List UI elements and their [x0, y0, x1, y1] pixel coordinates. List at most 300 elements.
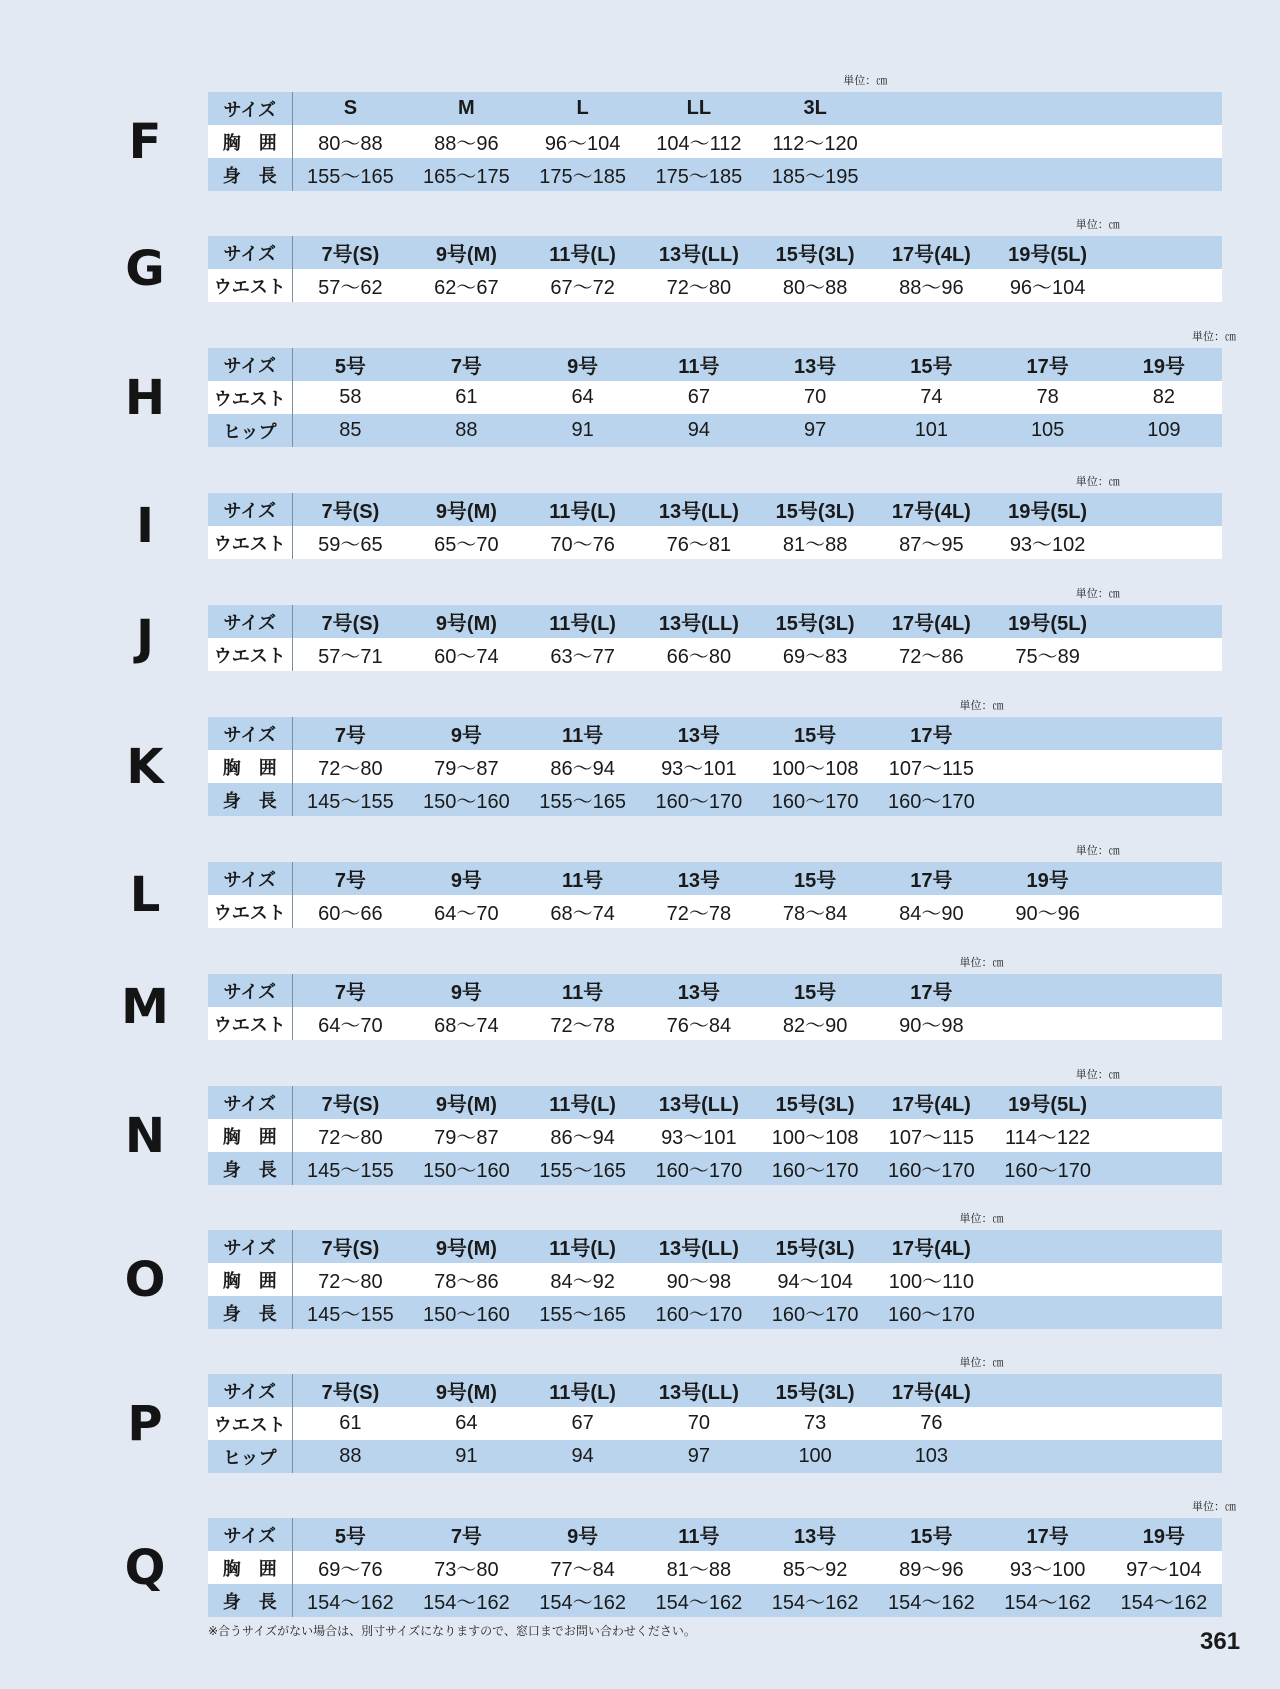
size-table: [208, 1086, 1222, 1185]
table-cell: 76: [873, 1407, 989, 1440]
table-cell: 90〜98: [641, 1263, 757, 1296]
row-label: 胸 囲: [208, 125, 292, 158]
table-cell: 97〜104: [1106, 1551, 1222, 1584]
row-label: 胸 囲: [208, 1263, 292, 1296]
table-cell: 17号(4L): [873, 1374, 989, 1407]
empty-cell: [1106, 750, 1222, 783]
unit-label: 単位：㎝: [843, 75, 888, 87]
table-cell: 81〜88: [641, 1551, 757, 1584]
table-cell: 72〜80: [641, 269, 757, 302]
table-cell: 9号(M): [408, 1086, 524, 1119]
table-cell: 155〜165: [525, 1296, 641, 1329]
row-label: 身 長: [208, 158, 292, 191]
table-cell: 5号: [292, 1518, 408, 1551]
unit-label: 単位：㎝: [1192, 331, 1236, 343]
table-row: [208, 269, 1222, 302]
row-label: ウエスト: [208, 381, 292, 414]
table-cell: 19号(5L): [990, 493, 1106, 526]
row-label: ウエスト: [208, 1007, 292, 1040]
empty-cell: [990, 1230, 1106, 1263]
empty-cell: [1106, 1230, 1222, 1263]
table-cell: 11号(L): [525, 1374, 641, 1407]
table-cell: 19号: [1106, 1518, 1222, 1551]
table-cell: 82: [1106, 381, 1222, 414]
size-table: [208, 974, 1222, 1040]
table-cell: 66〜80: [641, 638, 757, 671]
table-cell: 9号: [525, 348, 641, 381]
table-cell: 15号(3L): [757, 1086, 873, 1119]
table-cell: 67: [525, 1407, 641, 1440]
table-cell: 175〜185: [525, 158, 641, 191]
empty-cell: [1106, 1440, 1222, 1473]
table-cell: 13号(LL): [641, 1230, 757, 1263]
table-cell: 59〜65: [292, 526, 408, 559]
empty-cell: [1106, 125, 1222, 158]
table-cell: 165〜175: [408, 158, 524, 191]
table-row: [208, 638, 1222, 671]
row-label: ウエスト: [208, 895, 292, 928]
table-row: [208, 1007, 1222, 1040]
table-cell: 75〜89: [990, 638, 1106, 671]
table-cell: 57〜71: [292, 638, 408, 671]
table-cell: 82〜90: [757, 1007, 873, 1040]
table-cell: 17号(4L): [873, 1086, 989, 1119]
empty-cell: [1106, 895, 1222, 928]
section-letter: F: [128, 113, 162, 170]
table-cell: 11号(L): [525, 236, 641, 269]
table-cell: 62〜67: [408, 269, 524, 302]
empty-cell: [1106, 717, 1222, 750]
unit-label: 単位：㎝: [959, 1357, 1004, 1369]
table-cell: 91: [408, 1440, 524, 1473]
header-row: [208, 92, 1222, 125]
table-cell: 160〜170: [873, 1296, 989, 1329]
table-cell: 89〜96: [873, 1551, 989, 1584]
table-cell: 70: [757, 381, 873, 414]
row-label: ウエスト: [208, 638, 292, 671]
row-label: 身 長: [208, 783, 292, 816]
empty-cell: [1106, 974, 1222, 1007]
table-cell: 15号(3L): [757, 605, 873, 638]
table-cell: 19号: [990, 862, 1106, 895]
empty-cell: [873, 92, 989, 125]
size-table: [208, 348, 1222, 447]
section-letter: L: [129, 867, 161, 923]
table-cell: 61: [408, 381, 524, 414]
empty-cell: [990, 783, 1106, 816]
row-label: ヒップ: [208, 414, 292, 447]
table-cell: 93〜101: [641, 1119, 757, 1152]
table-cell: 145〜155: [292, 1152, 408, 1185]
empty-cell: [1106, 236, 1222, 269]
size-table: [208, 236, 1222, 302]
empty-cell: [1106, 1119, 1222, 1152]
table-row: [208, 1440, 1222, 1473]
table-cell: 3L: [757, 92, 873, 125]
table-cell: 104〜112: [641, 125, 757, 158]
row-label: ウエスト: [208, 269, 292, 302]
table-row: [208, 158, 1222, 191]
row-label: ウエスト: [208, 526, 292, 559]
table-cell: 7号(S): [292, 605, 408, 638]
empty-cell: [1106, 862, 1222, 895]
table-cell: 100〜110: [873, 1263, 989, 1296]
empty-cell: [990, 1296, 1106, 1329]
header-row: [208, 1086, 1222, 1119]
table-cell: 78: [990, 381, 1106, 414]
empty-cell: [990, 1007, 1106, 1040]
table-cell: 9号: [525, 1518, 641, 1551]
header-row: [208, 236, 1222, 269]
table-cell: 17号: [990, 1518, 1106, 1551]
row-label: サイズ: [208, 974, 292, 1007]
row-label: 胸 囲: [208, 1119, 292, 1152]
table-cell: 7号(S): [292, 1230, 408, 1263]
empty-cell: [1106, 1374, 1222, 1407]
empty-cell: [1106, 783, 1222, 816]
empty-cell: [990, 1440, 1106, 1473]
table-cell: 13号: [641, 862, 757, 895]
table-cell: 76〜81: [641, 526, 757, 559]
table-cell: 100〜108: [757, 1119, 873, 1152]
table-cell: 15号(3L): [757, 236, 873, 269]
size-table: [208, 1518, 1222, 1617]
empty-cell: [990, 717, 1106, 750]
table-cell: 9号: [408, 974, 524, 1007]
table-cell: 97: [757, 414, 873, 447]
table-cell: 150〜160: [408, 1152, 524, 1185]
table-cell: 69〜76: [292, 1551, 408, 1584]
table-cell: 79〜87: [408, 750, 524, 783]
table-cell: 94: [525, 1440, 641, 1473]
table-cell: 73〜80: [408, 1551, 524, 1584]
table-cell: 68〜74: [525, 895, 641, 928]
table-cell: 150〜160: [408, 783, 524, 816]
table-row: [208, 1584, 1222, 1617]
section-letter: M: [121, 979, 169, 1035]
table-row: [208, 895, 1222, 928]
empty-cell: [990, 125, 1106, 158]
table-cell: 13号: [641, 974, 757, 1007]
table-cell: 77〜84: [525, 1551, 641, 1584]
table-cell: 154〜162: [990, 1584, 1106, 1617]
size-table: [208, 717, 1222, 816]
table-cell: 7号(S): [292, 493, 408, 526]
table-cell: 7号: [408, 348, 524, 381]
table-cell: 103: [873, 1440, 989, 1473]
section-letter: G: [125, 241, 165, 297]
row-label: サイズ: [208, 92, 292, 125]
section-letter: K: [126, 738, 164, 795]
table-cell: 15号: [873, 348, 989, 381]
section-letter: N: [124, 1107, 166, 1164]
table-cell: M: [408, 92, 524, 125]
table-cell: 100〜108: [757, 750, 873, 783]
table-cell: 109: [1106, 414, 1222, 447]
header-row: [208, 1230, 1222, 1263]
table-cell: 9号(M): [408, 493, 524, 526]
table-cell: 160〜170: [757, 783, 873, 816]
section-letter: P: [127, 1395, 163, 1452]
row-label: サイズ: [208, 605, 292, 638]
unit-label: 単位：㎝: [1075, 1069, 1120, 1081]
row-label: サイズ: [208, 717, 292, 750]
table-cell: 7号(S): [292, 1086, 408, 1119]
table-cell: 7号(S): [292, 1374, 408, 1407]
empty-cell: [990, 1263, 1106, 1296]
table-cell: 160〜170: [641, 1296, 757, 1329]
table-cell: 63〜77: [525, 638, 641, 671]
table-cell: 11号: [525, 862, 641, 895]
table-cell: 9号: [408, 862, 524, 895]
empty-cell: [1106, 638, 1222, 671]
unit-label: 単位：㎝: [959, 700, 1004, 712]
empty-cell: [1106, 1007, 1222, 1040]
empty-cell: [990, 750, 1106, 783]
table-cell: 154〜162: [641, 1584, 757, 1617]
table-cell: 154〜162: [1106, 1584, 1222, 1617]
table-cell: 160〜170: [641, 783, 757, 816]
table-cell: 160〜170: [641, 1152, 757, 1185]
table-cell: 155〜165: [292, 158, 408, 191]
table-cell: 67〜72: [525, 269, 641, 302]
unit-label: 単位：㎝: [959, 957, 1004, 969]
table-row: [208, 1296, 1222, 1329]
unit-label: 単位：㎝: [1075, 219, 1120, 231]
table-cell: 105: [990, 414, 1106, 447]
table-cell: 78〜84: [757, 895, 873, 928]
table-cell: 85〜92: [757, 1551, 873, 1584]
unit-label: 単位：㎝: [959, 1213, 1004, 1225]
size-table: [208, 92, 1222, 191]
empty-cell: [1106, 526, 1222, 559]
size-table: [208, 1230, 1222, 1329]
table-cell: 13号: [757, 348, 873, 381]
header-row: [208, 862, 1222, 895]
header-row: [208, 348, 1222, 381]
table-cell: 17号(4L): [873, 1230, 989, 1263]
row-label: サイズ: [208, 1086, 292, 1119]
table-cell: 154〜162: [292, 1584, 408, 1617]
table-cell: 7号: [292, 974, 408, 1007]
table-cell: 19号(5L): [990, 605, 1106, 638]
row-label: ウエスト: [208, 1407, 292, 1440]
table-cell: 64〜70: [408, 895, 524, 928]
table-row: [208, 1263, 1222, 1296]
table-cell: 19号(5L): [990, 236, 1106, 269]
table-cell: 70〜76: [525, 526, 641, 559]
table-cell: 15号: [757, 974, 873, 1007]
table-cell: 72〜80: [292, 1263, 408, 1296]
table-cell: 11号: [525, 974, 641, 1007]
table-cell: 96〜104: [990, 269, 1106, 302]
table-cell: 150〜160: [408, 1296, 524, 1329]
table-cell: 11号: [641, 1518, 757, 1551]
table-cell: 13号(LL): [641, 1086, 757, 1119]
table-cell: L: [525, 92, 641, 125]
table-cell: 17号: [873, 974, 989, 1007]
table-cell: 13号(LL): [641, 236, 757, 269]
header-row: [208, 493, 1222, 526]
table-cell: 13号(LL): [641, 1374, 757, 1407]
empty-cell: [1106, 1296, 1222, 1329]
page-number: 361: [1200, 1628, 1241, 1655]
table-cell: 81〜88: [757, 526, 873, 559]
table-row: [208, 1152, 1222, 1185]
section-letter: H: [124, 369, 166, 426]
table-cell: 97: [641, 1440, 757, 1473]
table-cell: 17号: [990, 348, 1106, 381]
table-cell: 57〜62: [292, 269, 408, 302]
table-cell: 72〜80: [292, 750, 408, 783]
table-cell: 17号: [873, 717, 989, 750]
table-cell: 84〜92: [525, 1263, 641, 1296]
footnote: ※合うサイズがない場合は、別寸サイズになりますので、窓口までお問い合わせください。: [208, 1624, 696, 1638]
table-cell: 9号(M): [408, 236, 524, 269]
table-cell: 15号(3L): [757, 1230, 873, 1263]
table-cell: 13号: [757, 1518, 873, 1551]
table-cell: 107〜115: [873, 750, 989, 783]
table-cell: 76〜84: [641, 1007, 757, 1040]
table-cell: 17号: [873, 862, 989, 895]
section-letter: J: [136, 610, 154, 666]
table-cell: 80〜88: [757, 269, 873, 302]
table-cell: 93〜100: [990, 1551, 1106, 1584]
row-label: サイズ: [208, 862, 292, 895]
table-cell: 90〜98: [873, 1007, 989, 1040]
table-cell: 11号(L): [525, 1086, 641, 1119]
table-cell: 88〜96: [873, 269, 989, 302]
empty-cell: [873, 158, 989, 191]
table-cell: 145〜155: [292, 783, 408, 816]
table-cell: 88〜96: [408, 125, 524, 158]
table-cell: 72〜78: [641, 895, 757, 928]
table-cell: 154〜162: [873, 1584, 989, 1617]
table-cell: 74: [873, 381, 989, 414]
table-cell: 7号: [292, 717, 408, 750]
size-table: [208, 862, 1222, 928]
table-cell: 88: [292, 1440, 408, 1473]
empty-cell: [1106, 493, 1222, 526]
table-cell: 93〜102: [990, 526, 1106, 559]
table-cell: 154〜162: [408, 1584, 524, 1617]
empty-cell: [990, 1374, 1106, 1407]
table-cell: 160〜170: [873, 783, 989, 816]
table-cell: 11号(L): [525, 605, 641, 638]
table-cell: 58: [292, 381, 408, 414]
header-row: [208, 1374, 1222, 1407]
table-cell: 84〜90: [873, 895, 989, 928]
header-row: [208, 605, 1222, 638]
row-label: サイズ: [208, 1518, 292, 1551]
table-cell: 64: [525, 381, 641, 414]
table-cell: 9号(M): [408, 605, 524, 638]
table-cell: 7号(S): [292, 236, 408, 269]
empty-cell: [1106, 92, 1222, 125]
table-cell: 19号(5L): [990, 1086, 1106, 1119]
empty-cell: [1106, 1407, 1222, 1440]
table-cell: 101: [873, 414, 989, 447]
table-cell: 185〜195: [757, 158, 873, 191]
table-row: [208, 526, 1222, 559]
row-label: 胸 囲: [208, 750, 292, 783]
empty-cell: [990, 974, 1106, 1007]
table-cell: 15号: [757, 717, 873, 750]
unit-label: 単位：㎝: [1075, 476, 1120, 488]
table-row: [208, 381, 1222, 414]
table-cell: 78〜86: [408, 1263, 524, 1296]
table-cell: 64〜70: [292, 1007, 408, 1040]
table-row: [208, 1551, 1222, 1584]
table-cell: 87〜95: [873, 526, 989, 559]
table-cell: 7号: [292, 862, 408, 895]
table-cell: 80〜88: [292, 125, 408, 158]
table-cell: 15号(3L): [757, 1374, 873, 1407]
table-cell: 86〜94: [525, 1119, 641, 1152]
table-cell: 160〜170: [873, 1152, 989, 1185]
size-table: [208, 605, 1222, 671]
table-cell: 160〜170: [990, 1152, 1106, 1185]
table-cell: 175〜185: [641, 158, 757, 191]
unit-label: 単位：㎝: [1192, 1501, 1236, 1513]
empty-cell: [1106, 1152, 1222, 1185]
table-cell: 112〜120: [757, 125, 873, 158]
table-cell: 11号: [525, 717, 641, 750]
table-cell: 72〜78: [525, 1007, 641, 1040]
table-cell: S: [292, 92, 408, 125]
table-cell: 9号: [408, 717, 524, 750]
table-cell: 67: [641, 381, 757, 414]
table-cell: 155〜165: [525, 1152, 641, 1185]
table-cell: 160〜170: [757, 1152, 873, 1185]
table-cell: LL: [641, 92, 757, 125]
table-cell: 90〜96: [990, 895, 1106, 928]
table-cell: 107〜115: [873, 1119, 989, 1152]
table-row: [208, 125, 1222, 158]
table-cell: 93〜101: [641, 750, 757, 783]
table-cell: 68〜74: [408, 1007, 524, 1040]
table-cell: 86〜94: [525, 750, 641, 783]
header-row: [208, 717, 1222, 750]
unit-label: 単位：㎝: [1075, 588, 1120, 600]
table-cell: 72〜86: [873, 638, 989, 671]
empty-cell: [1106, 1263, 1222, 1296]
header-row: [208, 974, 1222, 1007]
section-letter: I: [136, 498, 154, 554]
row-label: サイズ: [208, 348, 292, 381]
empty-cell: [990, 1407, 1106, 1440]
table-cell: 9号(M): [408, 1230, 524, 1263]
table-cell: 11号(L): [525, 493, 641, 526]
table-cell: 11号(L): [525, 1230, 641, 1263]
header-row: [208, 1518, 1222, 1551]
table-cell: 17号(4L): [873, 236, 989, 269]
empty-cell: [1106, 158, 1222, 191]
table-cell: 160〜170: [757, 1296, 873, 1329]
table-cell: 17号(4L): [873, 605, 989, 638]
table-row: [208, 1407, 1222, 1440]
row-label: サイズ: [208, 493, 292, 526]
table-cell: 70: [641, 1407, 757, 1440]
table-cell: 114〜122: [990, 1119, 1106, 1152]
row-label: サイズ: [208, 1374, 292, 1407]
table-cell: 13号(LL): [641, 605, 757, 638]
table-cell: 5号: [292, 348, 408, 381]
size-table: [208, 1374, 1222, 1473]
table-cell: 15号: [757, 862, 873, 895]
table-cell: 15号(3L): [757, 493, 873, 526]
table-cell: 154〜162: [757, 1584, 873, 1617]
